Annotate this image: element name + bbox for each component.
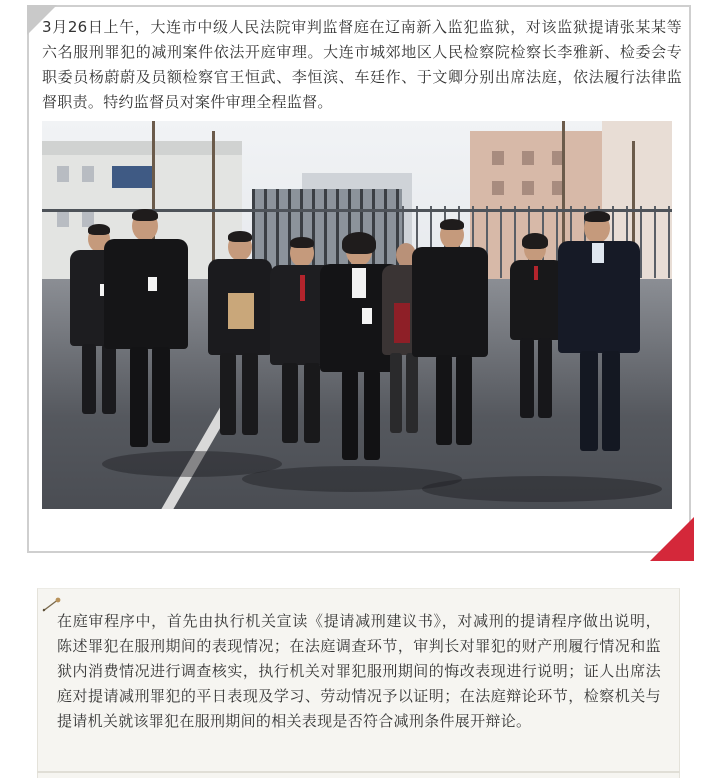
photo-shadow	[422, 476, 662, 502]
note-card-bottom-border	[37, 771, 680, 773]
photo-window	[82, 166, 94, 182]
photo-sign	[112, 166, 152, 188]
photo-tree	[212, 131, 215, 271]
photo-window	[57, 166, 69, 182]
intro-paragraph: 3月26日上午，大连市中级人民法院审判监督庭在辽南新入监犯监狱，对该监狱提请张某某等六名服刑罪犯的减刑案件依法开庭审理。大连市城郊地区人民检察院检察长李雅新、检委会专职委员杨蔚蔚及员额检察官王恒武、李恒滨、车廷作、于文卿分别出席法庭，依法履行法律监督职责。特约监督员对案件审理全程监督。	[42, 18, 682, 111]
photo-window	[57, 211, 69, 227]
photo-window	[522, 181, 534, 195]
group-photo	[42, 121, 672, 509]
photo-window	[492, 151, 504, 165]
photo-window	[522, 151, 534, 165]
note-paragraph: 在庭审程序中，首先由执行机关宣读《提请减刑建议书》，对减刑的提请程序做出说明，陈述罪犯在服刑期间的表现情况；在法庭调查环节，审判长对罪犯的财产刑履行情况和监狱内消费情况进行调查核实，执行机关对罪犯服刑期间的悔改表现进行说明；证人出席法庭对提请减刑罪犯的平日表现及学习、劳动情况予以证明；在法庭辩论环节，检察机关与提请机关就该罪犯在服刑期间的相关表现是否符合减刑条件展开辩论。	[57, 612, 661, 730]
photo-window	[492, 181, 504, 195]
corner-decoration-bottom-right	[650, 517, 694, 561]
